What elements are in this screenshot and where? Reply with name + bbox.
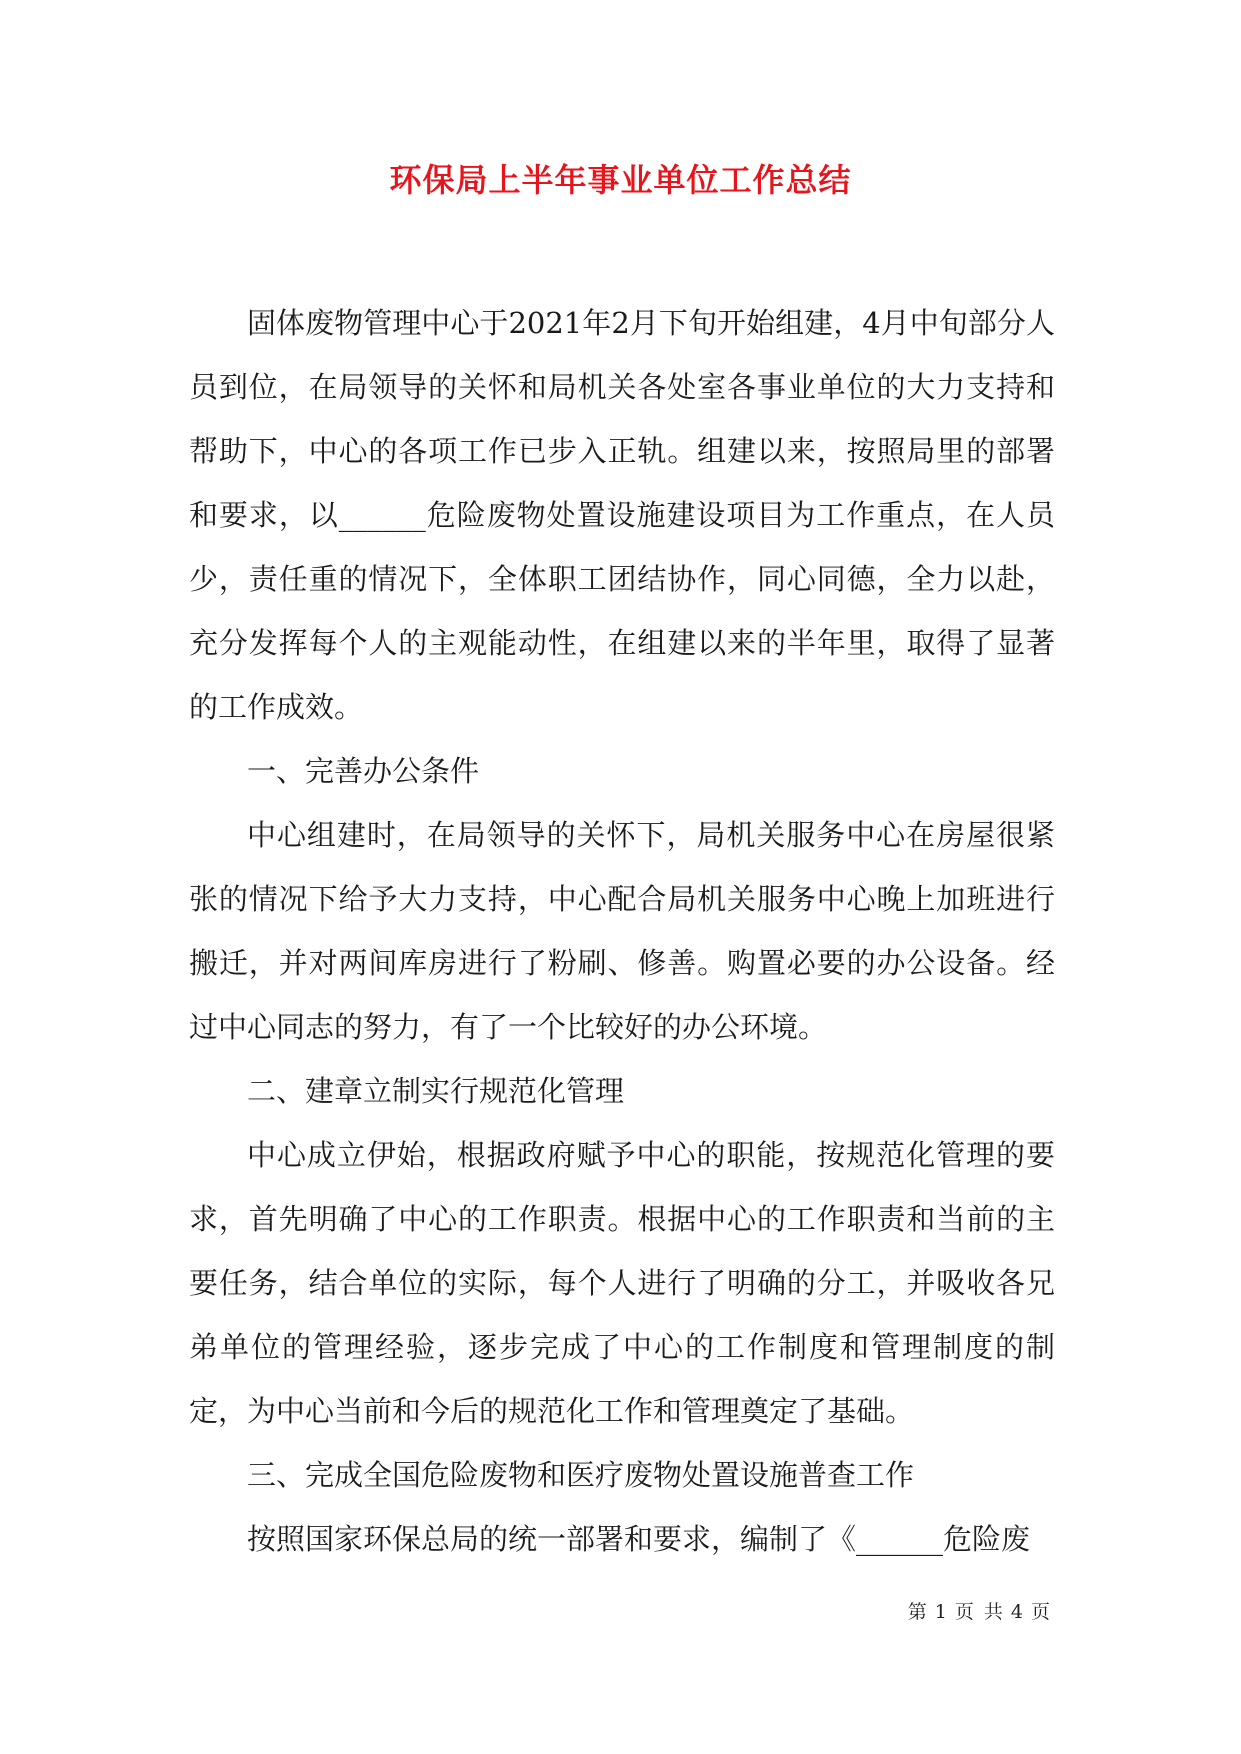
total-pages-number: 4 — [1010, 1601, 1025, 1623]
section-heading-2: 二、建章立制实行规范化管理 — [247, 1074, 625, 1108]
page-label-prefix: 第 — [907, 1601, 929, 1623]
current-page-number: 1 — [934, 1601, 949, 1623]
document-body — [189, 291, 1055, 1571]
paragraph-section-3: 按照国家环保总局的统一部署和要求，编制了《______危险废 — [247, 1522, 1031, 1556]
document-title: 环保局上半年事业单位工作总结 — [389, 161, 852, 199]
page-label-middle: 页 共 — [954, 1601, 1005, 1623]
paragraph-intro: 固体废物管理中心于2021年2月下旬开始组建，4月中旬部分人员到位，在局领导的关怀和局机关各处室各事业单位的大力支持和帮助下，中心的各项工作已步入正轨。组建以来，按照局里的部署和要求，以______危险废物处置设施建设项目为工作重点，在人员少，责任重的情况下，全体职工团结协作，同心同德，全力以赴，充分发挥每个人的主观能动性，在组建以来的半年里，取得了显著的工作成效。 — [189, 306, 1055, 724]
section-heading-1: 一、完善办公条件 — [247, 754, 480, 788]
page-label-suffix: 页 — [1030, 1601, 1052, 1623]
page-number-footer — [905, 1600, 1055, 1624]
paragraph-section-1: 中心组建时，在局领导的关怀下，局机关服务中心在房屋很紧张的情况下给予大力支持，中心配合局机关服务中心晚上加班进行搬迁，并对两间库房进行了粉刷、修善。购置必要的办公设备。经过中心同志的努力，有了一个比较好的办公环境。 — [189, 818, 1055, 1044]
paragraph-section-2: 中心成立伊始，根据政府赋予中心的职能，按规范化管理的要求，首先明确了中心的工作职责。根据中心的工作职责和当前的主要任务，结合单位的实际，每个人进行了明确的分工，并吸收各兄弟单位的管理经验，逐步完成了中心的工作制度和管理制度的制定，为中心当前和今后的规范化工作和管理奠定了基础。 — [189, 1138, 1055, 1428]
section-heading-3: 三、完成全国危险废物和医疗废物处置设施普查工作 — [247, 1458, 915, 1492]
